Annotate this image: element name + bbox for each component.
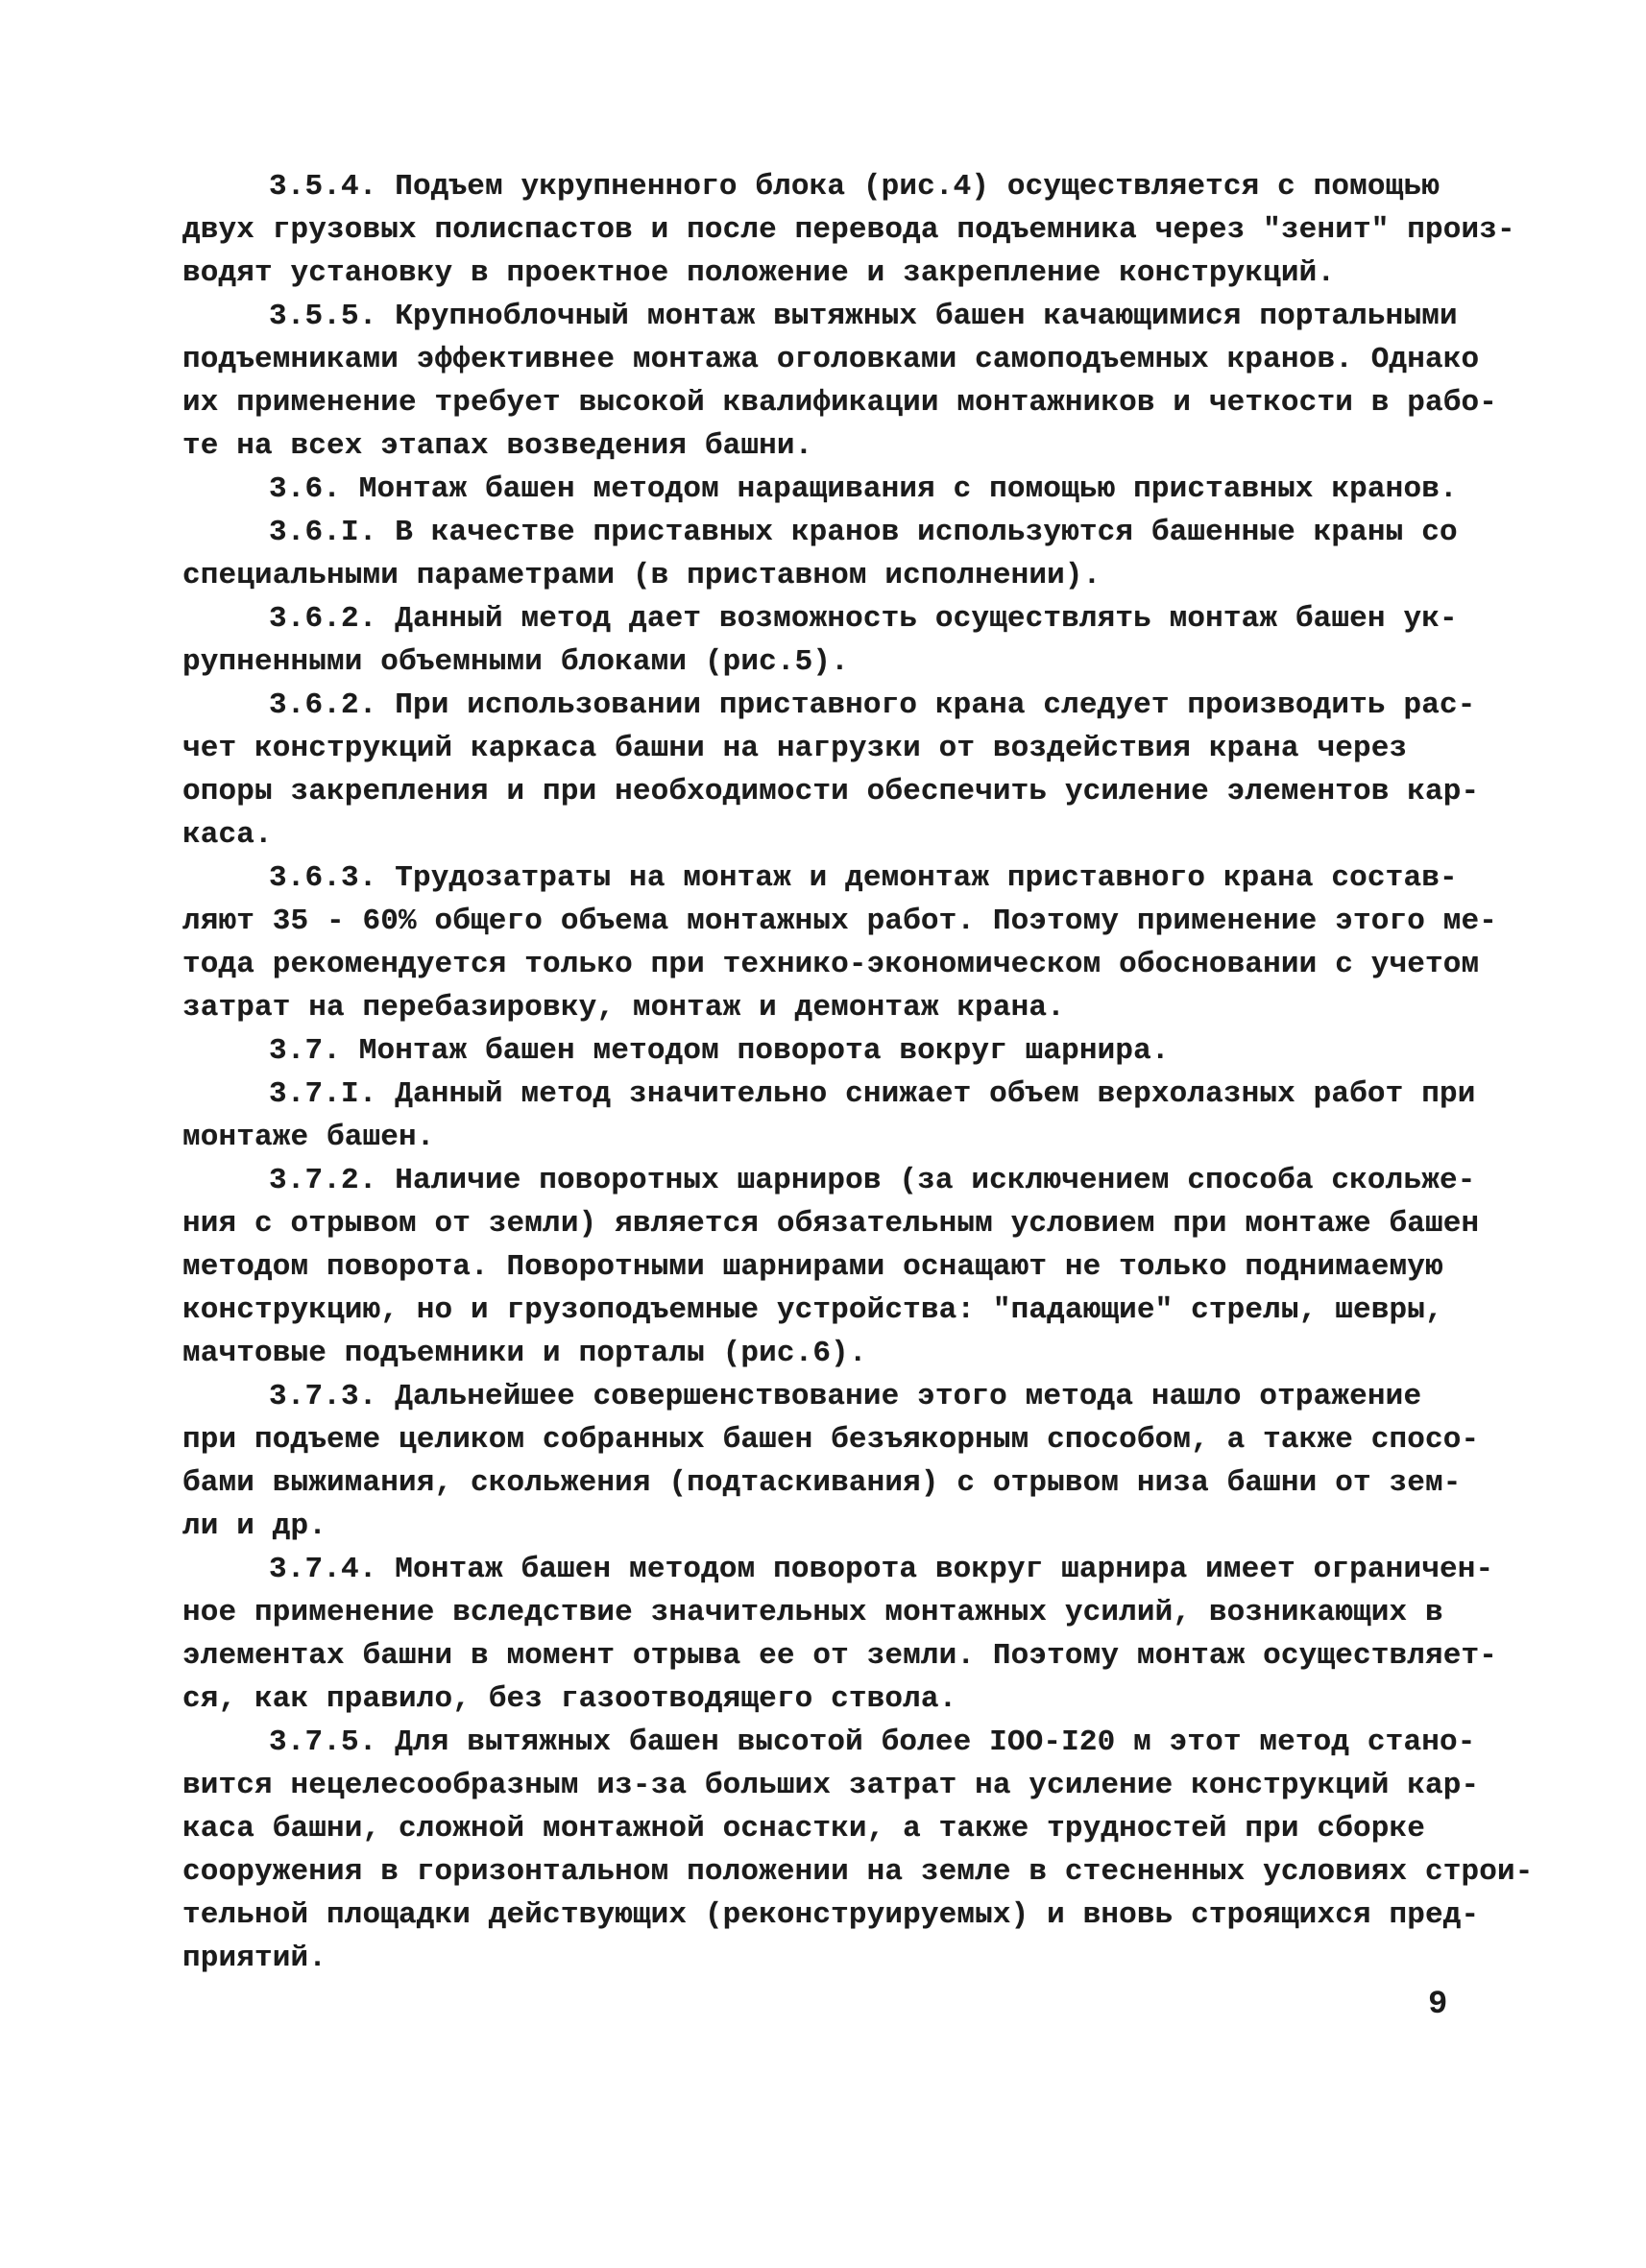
text-line: ное применение вследствие значительных монтажных усилий, возникающих в <box>182 1596 1443 1629</box>
page-number: 9 <box>1428 1987 1448 2023</box>
paragraph <box>182 597 1508 684</box>
text-line: ли и др. <box>182 1509 327 1543</box>
paragraph <box>182 1073 1508 1159</box>
text-line: 3.5.4. Подъем укрупненного блока (рис.4) осуществляется с помощью <box>269 170 1440 204</box>
paragraph <box>182 857 1508 1029</box>
text-line: их применение требует высокой квалификации монтажников и четкости в рабо- <box>182 386 1497 420</box>
document-body <box>182 165 1534 1980</box>
text-line: двух грузовых полиспастов и после перевода подъемника через "зенит" произ- <box>182 213 1515 247</box>
text-line: ся, как правило, без газоотводящего ствола. <box>182 1682 957 1716</box>
text-line: 3.7.3. Дальнейшее совершенствование этого метода нашло отражение <box>269 1380 1422 1413</box>
text-line: 3.7.I. Данный метод значительно снижает объем верхолазных работ при <box>269 1077 1476 1111</box>
text-line: конструкцию, но и грузоподъемные устройства: "падающие" стрелы, шевры, <box>182 1293 1443 1327</box>
text-line: методом поворота. Поворотными шарнирами оснащают не только поднимаемую <box>182 1250 1443 1284</box>
text-line: затрат на перебазировку, монтаж и демонтаж крана. <box>182 991 1065 1025</box>
text-line: подъемниками эффективнее монтажа оголовками самоподъемных кранов. Однако <box>182 343 1480 376</box>
paragraph <box>182 511 1508 597</box>
paragraph <box>182 1375 1508 1548</box>
text-line: тельной площадки действующих (реконструируемых) и вновь строящихся пред- <box>182 1898 1480 1932</box>
text-line: вится нецелесообразным из-за больших затрат на усиление конструкций кар- <box>182 1769 1480 1802</box>
text-line: водят установку в проектное положение и закрепление конструкций. <box>182 256 1336 290</box>
text-line: 3.7.4. Монтаж башен методом поворота вокруг шарнира имеет ограничен- <box>269 1553 1494 1586</box>
text-line: каса башни, сложной монтажной оснастки, а также трудностей при сборке <box>182 1812 1425 1846</box>
text-line: при подъеме целиком собранных башен безъякорным способом, а также спосо- <box>182 1423 1480 1457</box>
paragraph <box>182 1548 1508 1721</box>
text-line: ния с отрывом от земли) является обязательным условием при монтаже башен <box>182 1207 1480 1241</box>
paragraph <box>182 1159 1508 1375</box>
text-line: мачтовые подъемники и порталы (рис.6). <box>182 1337 867 1370</box>
text-line: каса. <box>182 818 273 852</box>
paragraph <box>182 1721 1534 1980</box>
text-line: ляют 35 - 60% общего объема монтажных работ. Поэтому применение этого ме- <box>182 905 1497 938</box>
paragraph <box>182 468 1508 511</box>
text-line: 3.6.2. Данный метод дает возможность осуществлять монтаж башен ук- <box>269 602 1458 636</box>
text-line: те на всех этапах возведения башни. <box>182 429 813 463</box>
paragraph <box>182 295 1508 468</box>
text-line: 3.7. Монтаж башен методом поворота вокруг шарнира. <box>269 1034 1170 1068</box>
text-line: сооружения в горизонтальном положении на земле в стесненных условиях строи- <box>182 1855 1534 1889</box>
paragraph <box>182 1029 1508 1073</box>
text-line: 3.7.2. Наличие поворотных шарниров (за исключением способа скольже- <box>269 1164 1476 1197</box>
text-line: элементах башни в момент отрыва ее от земли. Поэтому монтаж осуществляет- <box>182 1639 1497 1673</box>
text-line: 3.6. Монтаж башен методом наращивания с помощью приставных кранов. <box>269 472 1458 506</box>
text-line: чет конструкций каркаса башни на нагрузки от воздействия крана через <box>182 732 1408 765</box>
paragraph <box>182 165 1515 295</box>
text-line: 3.5.5. Крупноблочный монтаж вытяжных башен качающимися портальными <box>269 300 1458 333</box>
text-line: монтаже башен. <box>182 1121 435 1154</box>
text-line: 3.6.2. При использовании приставного крана следует производить рас- <box>269 688 1476 722</box>
text-line: 3.7.5. Для вытяжных башен высотой более IOO-I20 м этот метод стано- <box>269 1725 1476 1759</box>
text-line: рупненными объемными блоками (рис.5). <box>182 645 849 679</box>
text-line: специальными параметрами (в приставном исполнении). <box>182 559 1101 592</box>
text-line: 3.6.3. Трудозатраты на монтаж и демонтаж приставного крана состав- <box>269 861 1458 895</box>
text-line: опоры закрепления и при необходимости обеспечить усиление элементов кар- <box>182 775 1480 808</box>
text-line: тода рекомендуется только при технико-экономическом обосновании с учетом <box>182 948 1480 981</box>
text-line: приятий. <box>182 1942 327 1975</box>
text-line: 3.6.I. В качестве приставных кранов используются башенные краны со <box>269 516 1458 549</box>
paragraph <box>182 684 1508 857</box>
text-line: бами выжимания, скольжения (подтаскивания) с отрывом низа башни от зем- <box>182 1466 1462 1500</box>
